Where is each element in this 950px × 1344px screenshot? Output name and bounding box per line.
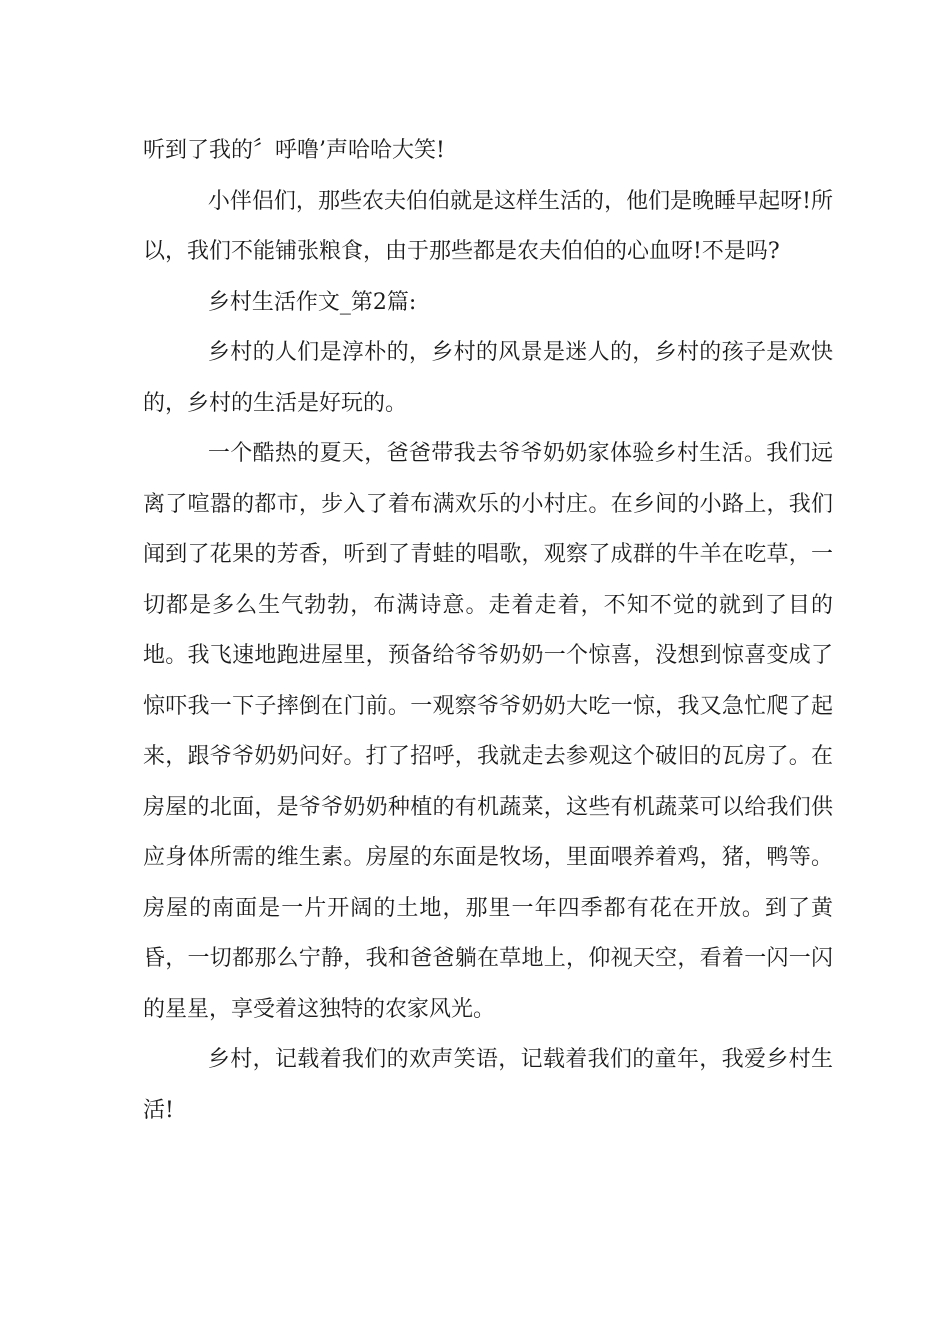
paragraph-summer-visit: 一个酷热的夏天，爸爸带我去爷爷奶奶家体验乡村生活。我们远离了喧嚣的都市，步入了着布满欢乐的小村庄。在乡间的小路上，我们闻到了花果的芳香，听到了青蛙的唱歌，观察了成群的牛羊在吃草，一切都是多么生气勃勃，布满诗意。走着走着，不知不觉的就到了目的地。我飞速地跑进屋里，预备给爷爷奶奶一个惊喜，没想到惊喜变成了惊吓我一下子摔倒在门前。一观察爷爷奶奶大吃一惊，我又急忙爬了起来，跟爷爷奶奶问好。打了招呼，我就走去参观这个破旧的瓦房了。在房屋的北面，是爷爷奶奶种植的有机蔬菜，这些有机蔬菜可以给我们供应身体所需的维生素。房屋的东面是牧场，里面喂养着鸡，猪，鸭等。房屋的南面是一片开阔的土地，那里一年四季都有花在开放。到了黄昏，一切都那么宁静，我和爸爸躺在草地上，仰视天空，看着一闪一闪的星星，享受着这独特的农家风光。 bbox=[143, 441, 833, 1022]
paragraph-intro: 乡村的人们是淳朴的，乡村的风景是迷人的，乡村的孩子是欢快的，乡村的生活是好玩的。 bbox=[143, 340, 833, 416]
paragraph-conclusion: 乡村，记载着我们的欢声笑语，记载着我们的童年，我爱乡村生活! bbox=[143, 1047, 833, 1123]
essay-heading: 乡村生活作文_第2篇: bbox=[207, 289, 417, 315]
document-body bbox=[143, 126, 833, 1136]
paragraph-continuation: 听到了我的〞呼噜’声哈哈大笑! bbox=[143, 138, 445, 163]
paragraph-farmers: 小伴侣们，那些农夫伯伯就是这样生活的，他们是晚睡早起呀!所以，我们不能铺张粮食，由于那些都是农夫伯伯的心血呀!不是吗? bbox=[143, 188, 833, 264]
